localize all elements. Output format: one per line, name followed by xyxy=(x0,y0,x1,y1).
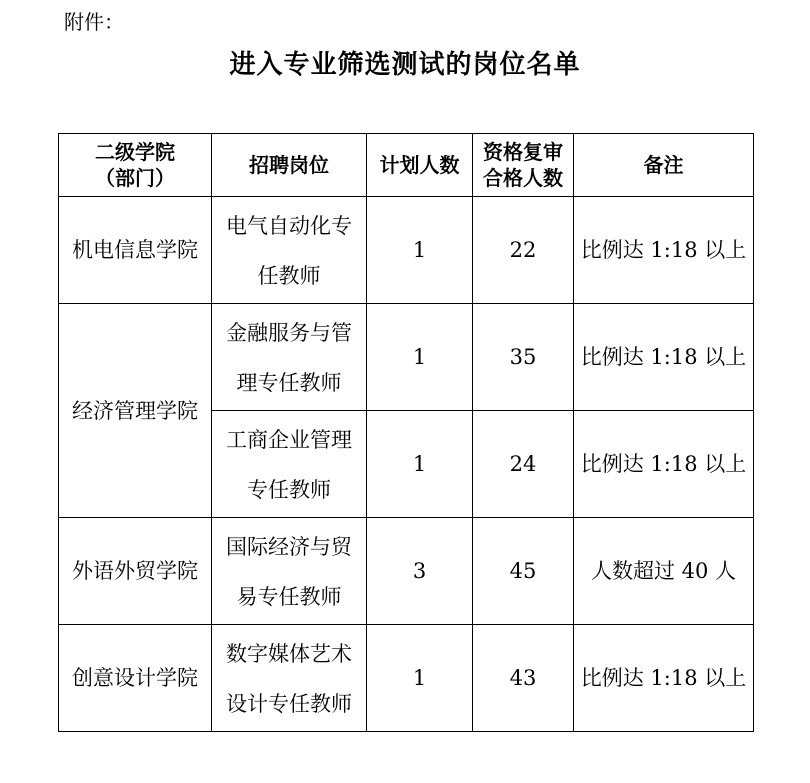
cell-qualified: 45 xyxy=(473,518,574,625)
cell-plan: 1 xyxy=(367,197,473,304)
table-row xyxy=(59,518,754,625)
cell-plan: 3 xyxy=(367,518,473,625)
cell-college: 创意设计学院 xyxy=(59,625,212,732)
position-line2: 任教师 xyxy=(257,264,321,288)
positions-table xyxy=(58,133,754,732)
header-position: 招聘岗位 xyxy=(212,134,367,197)
header-plan: 计划人数 xyxy=(367,134,473,197)
cell-plan: 1 xyxy=(367,411,473,518)
position-line1: 工商企业管理 xyxy=(226,428,352,452)
cell-position xyxy=(212,411,367,518)
table-row xyxy=(59,625,754,732)
cell-position xyxy=(212,304,367,411)
cell-position xyxy=(212,625,367,732)
table-header-row xyxy=(59,134,754,197)
cell-remarks: 比例达 1:18 以上 xyxy=(574,411,754,518)
cell-qualified: 24 xyxy=(473,411,574,518)
position-line2: 设计专任教师 xyxy=(226,692,352,716)
cell-qualified: 43 xyxy=(473,625,574,732)
position-line1: 数字媒体艺术 xyxy=(226,642,352,666)
cell-remarks: 比例达 1:18 以上 xyxy=(574,304,754,411)
header-remarks: 备注 xyxy=(574,134,754,197)
table-row xyxy=(59,197,754,304)
cell-remarks: 人数超过 40 人 xyxy=(574,518,754,625)
position-line1: 电气自动化专 xyxy=(226,214,352,238)
position-line1: 金融服务与管 xyxy=(226,321,352,345)
cell-remarks: 比例达 1:18 以上 xyxy=(574,625,754,732)
position-line2: 易专任教师 xyxy=(236,585,342,609)
cell-position xyxy=(212,518,367,625)
table-row xyxy=(59,304,754,411)
header-qualified-line2: 合格人数 xyxy=(483,166,563,190)
cell-college: 经济管理学院 xyxy=(59,304,212,518)
cell-college: 机电信息学院 xyxy=(59,197,212,304)
header-college-line1: 二级学院 xyxy=(95,140,175,164)
position-line2: 专任教师 xyxy=(247,478,331,502)
cell-plan: 1 xyxy=(367,625,473,732)
cell-qualified: 35 xyxy=(473,304,574,411)
cell-qualified: 22 xyxy=(473,197,574,304)
header-qualified-line1: 资格复审 xyxy=(483,140,563,164)
cell-position xyxy=(212,197,367,304)
position-line1: 国际经济与贸 xyxy=(226,535,352,559)
position-line2: 理专任教师 xyxy=(236,371,342,395)
header-college-line2: （部门） xyxy=(95,166,175,190)
cell-plan: 1 xyxy=(367,304,473,411)
header-college xyxy=(59,134,212,197)
header-qualified xyxy=(473,134,574,197)
cell-remarks: 比例达 1:18 以上 xyxy=(574,197,754,304)
cell-college: 外语外贸学院 xyxy=(59,518,212,625)
document-title: 进入专业筛选测试的岗位名单 xyxy=(229,50,581,80)
attachment-label: 附件： xyxy=(64,10,124,34)
